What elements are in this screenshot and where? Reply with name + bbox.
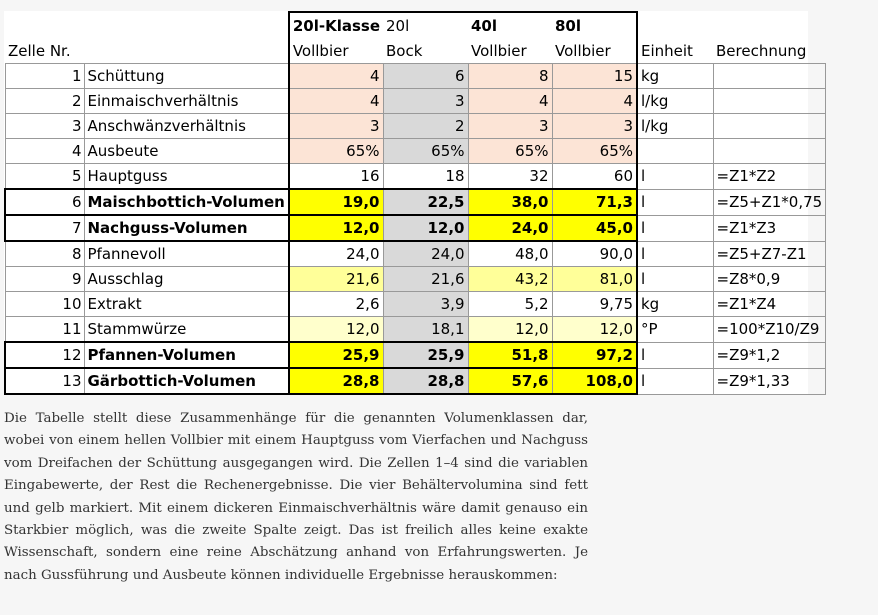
value-cell: 12,0 — [289, 215, 383, 241]
row-number: 3 — [5, 114, 84, 139]
col-header-2-line1: 20l — [383, 12, 468, 38]
value-cell: 2,6 — [289, 292, 383, 317]
row-number: 6 — [5, 189, 84, 215]
value-cell: 4 — [468, 89, 552, 114]
value-cell: 24,0 — [289, 241, 383, 267]
value-cell: 71,3 — [552, 189, 637, 215]
row-label: Ausbeute — [84, 139, 289, 164]
value-cell: 45,0 — [552, 215, 637, 241]
value-cell: 21,6 — [383, 267, 468, 292]
table-row — [5, 215, 826, 241]
value-cell: 9,75 — [552, 292, 637, 317]
calc-cell: =Z8*0,9 — [713, 267, 826, 292]
calc-cell — [713, 89, 826, 114]
table-row — [5, 342, 826, 368]
value-cell: 2 — [383, 114, 468, 139]
unit-cell: l — [637, 267, 713, 292]
calc-cell: =Z5+Z1*0,75 — [713, 189, 826, 215]
value-cell: 18,1 — [383, 317, 468, 343]
value-cell: 4 — [289, 64, 383, 89]
value-cell: 108,0 — [552, 368, 637, 394]
row-number: 11 — [5, 317, 84, 343]
row-label: Einmaischverhältnis — [84, 89, 289, 114]
unit-cell: l — [637, 164, 713, 190]
value-cell: 38,0 — [468, 189, 552, 215]
value-cell: 6 — [383, 64, 468, 89]
value-cell: 4 — [552, 89, 637, 114]
row-label: Schüttung — [84, 64, 289, 89]
table-row — [5, 267, 826, 292]
row-number: 5 — [5, 164, 84, 190]
unit-cell: l — [637, 368, 713, 394]
unit-cell: kg — [637, 292, 713, 317]
value-cell: 28,8 — [383, 368, 468, 394]
header-row-2 — [5, 38, 826, 64]
row-label-header: Zelle Nr. — [8, 41, 71, 60]
calc-cell: =Z5+Z7-Z1 — [713, 241, 826, 267]
calc-header: Berechnung — [716, 41, 807, 60]
volume-table — [4, 11, 826, 395]
col-header-3-line1: 40l — [468, 12, 552, 38]
value-cell: 3 — [383, 89, 468, 114]
row-number: 4 — [5, 139, 84, 164]
value-cell: 97,2 — [552, 342, 637, 368]
row-label: Nachguss-Volumen — [84, 215, 289, 241]
value-cell: 65% — [552, 139, 637, 164]
value-cell: 12,0 — [289, 317, 383, 343]
value-cell: 60 — [552, 164, 637, 190]
unit-cell: l — [637, 189, 713, 215]
unit-cell: l/kg — [637, 114, 713, 139]
value-cell: 65% — [383, 139, 468, 164]
table-row — [5, 368, 826, 394]
calc-cell: =Z9*1,33 — [713, 368, 826, 394]
header-row-1 — [5, 12, 826, 38]
table-row — [5, 317, 826, 343]
description-paragraph: Die Tabelle stellt diese Zusammenhänge für die genannten Volumenklassen dar, wobei von einem hellen Vollbier mit einem Hauptguss vom Vierfachen und Nachguss vom Dreifachen der Schüttung ausgegangen wird. Die Zellen 1–4 sind die variablen Eingabewerte, der Rest die Rechenergebnisse. Die vier Behältervolumina sind fett und gelb markiert. Mit einem dickeren Einmaischverhältnis wäre damit genauso ein Starkbier möglich, was die zweite Spalte zeigt. Das ist freilich alles keine exakte Wissenschaft, sondern eine reine Abschätzung anhand von Erfahrungswerten. Je nach Gussführung und Ausbeute können individuelle Ergebnisse herauskommen: — [4, 411, 588, 583]
value-cell: 28,8 — [289, 368, 383, 394]
value-cell: 3 — [468, 114, 552, 139]
row-label: Anschwänzverhältnis — [84, 114, 289, 139]
col-header-3-line2: Vollbier — [471, 41, 527, 60]
value-cell: 21,6 — [289, 267, 383, 292]
value-cell: 19,0 — [289, 189, 383, 215]
row-number: 8 — [5, 241, 84, 267]
unit-cell: l — [637, 241, 713, 267]
value-cell: 48,0 — [468, 241, 552, 267]
unit-cell — [637, 139, 713, 164]
value-cell: 65% — [289, 139, 383, 164]
unit-cell: l — [637, 215, 713, 241]
value-cell: 3,9 — [383, 292, 468, 317]
value-cell: 90,0 — [552, 241, 637, 267]
value-cell: 12,0 — [552, 317, 637, 343]
table-row — [5, 89, 826, 114]
value-cell: 4 — [289, 89, 383, 114]
unit-cell: °P — [637, 317, 713, 343]
col-header-2-line2: Bock — [386, 41, 423, 60]
table-row — [5, 189, 826, 215]
row-number: 10 — [5, 292, 84, 317]
row-number: 1 — [5, 64, 84, 89]
row-number: 12 — [5, 342, 84, 368]
row-number: 2 — [5, 89, 84, 114]
table-row — [5, 292, 826, 317]
row-label: Ausschlag — [84, 267, 289, 292]
calc-cell: =Z1*Z2 — [713, 164, 826, 190]
unit-header: Einheit — [641, 41, 693, 60]
calc-cell: =100*Z10/Z9 — [713, 317, 826, 343]
row-label: Gärbottich-Volumen — [84, 368, 289, 394]
calc-cell — [713, 114, 826, 139]
value-cell: 5,2 — [468, 292, 552, 317]
value-cell: 3 — [552, 114, 637, 139]
value-cell: 18 — [383, 164, 468, 190]
col-header-4-line1: 80l — [552, 12, 637, 38]
calc-cell: =Z9*1,2 — [713, 342, 826, 368]
value-cell: 12,0 — [468, 317, 552, 343]
table-row — [5, 164, 826, 190]
col-header-4-line2: Vollbier — [552, 38, 637, 64]
value-cell: 65% — [468, 139, 552, 164]
value-cell: 24,0 — [383, 241, 468, 267]
value-cell: 8 — [468, 64, 552, 89]
value-cell: 51,8 — [468, 342, 552, 368]
value-cell: 3 — [289, 114, 383, 139]
col-header-1-line1: 20l-Klasse — [289, 12, 383, 38]
table-row — [5, 241, 826, 267]
row-label: Pfannen-Volumen — [84, 342, 289, 368]
value-cell: 12,0 — [383, 215, 468, 241]
value-cell: 15 — [552, 64, 637, 89]
value-cell: 43,2 — [468, 267, 552, 292]
row-number: 9 — [5, 267, 84, 292]
row-label: Hauptguss — [84, 164, 289, 190]
calc-cell: =Z1*Z3 — [713, 215, 826, 241]
unit-cell: kg — [637, 64, 713, 89]
table-row — [5, 114, 826, 139]
table-row — [5, 139, 826, 164]
row-label: Maischbottich-Volumen — [84, 189, 289, 215]
row-number: 13 — [5, 368, 84, 394]
value-cell: 25,9 — [383, 342, 468, 368]
row-label: Pfannevoll — [84, 241, 289, 267]
row-label: Extrakt — [84, 292, 289, 317]
value-cell: 24,0 — [468, 215, 552, 241]
row-number: 7 — [5, 215, 84, 241]
unit-cell: l/kg — [637, 89, 713, 114]
row-label: Stammwürze — [84, 317, 289, 343]
calc-cell — [713, 64, 826, 89]
table-row — [5, 64, 826, 89]
value-cell: 81,0 — [552, 267, 637, 292]
unit-cell: l — [637, 342, 713, 368]
value-cell: 57,6 — [468, 368, 552, 394]
calc-cell — [713, 139, 826, 164]
calc-cell: =Z1*Z4 — [713, 292, 826, 317]
value-cell: 16 — [289, 164, 383, 190]
value-cell: 32 — [468, 164, 552, 190]
col-header-1-line2: Vollbier — [289, 38, 383, 64]
value-cell: 25,9 — [289, 342, 383, 368]
value-cell: 22,5 — [383, 189, 468, 215]
